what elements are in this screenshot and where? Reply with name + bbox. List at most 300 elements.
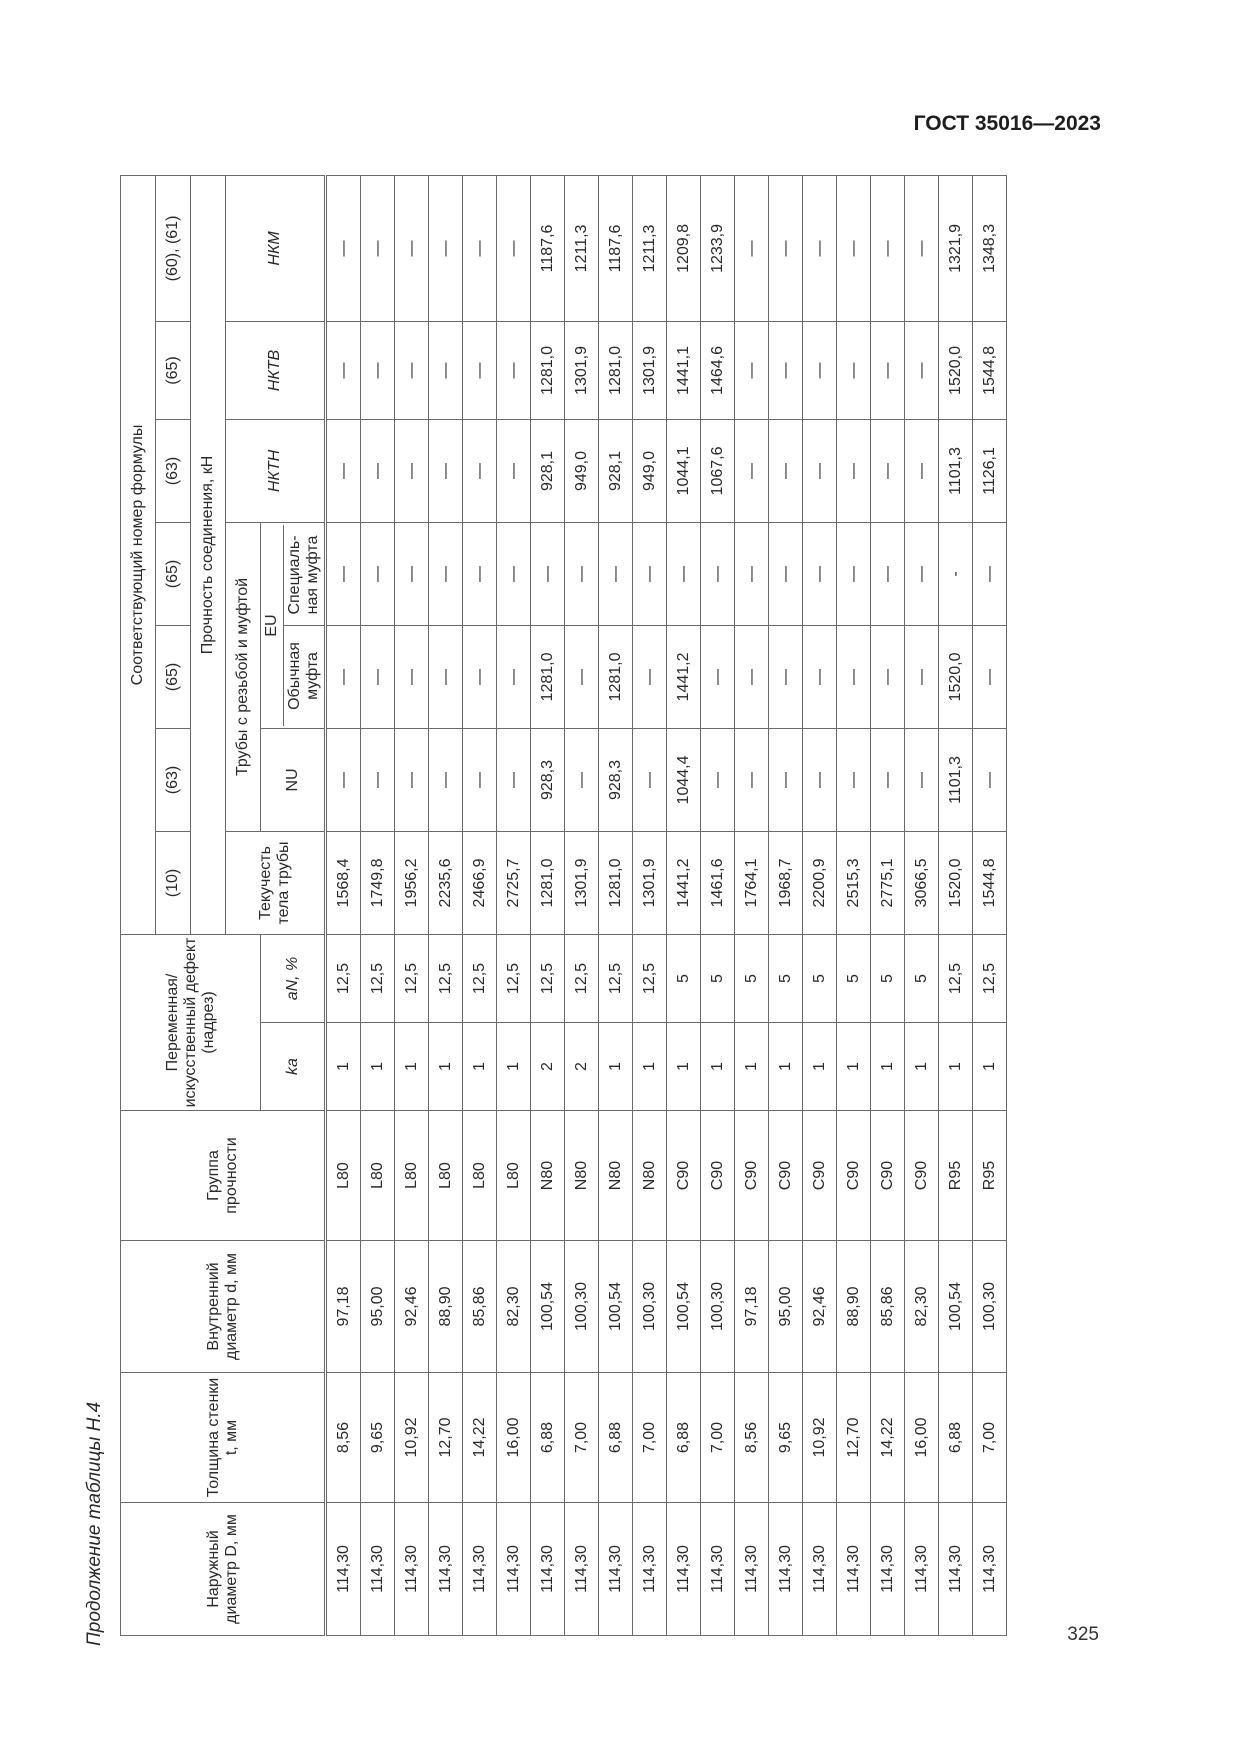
cell-nktn: 1067,6: [701, 419, 735, 522]
cell-ka: 1: [395, 1023, 429, 1111]
cell-ka: 1: [667, 1023, 701, 1111]
cell-ka: 1: [973, 1023, 1007, 1111]
table-row: [429, 175, 463, 1635]
header-eu: [261, 522, 326, 728]
table-row: [701, 175, 735, 1635]
cell-eu-reg: 1281,0: [599, 625, 633, 728]
cell-nu: —: [905, 728, 939, 831]
cell-nktv: —: [871, 321, 905, 419]
cell-nktv: —: [395, 321, 429, 419]
formula-60-61: (60), (61): [156, 175, 191, 321]
header-inner-diameter: Внутренний диаметр d, мм: [121, 1241, 326, 1373]
cell-g: L80: [497, 1111, 531, 1241]
cell-ka: 1: [803, 1023, 837, 1111]
cell-nktn: —: [735, 419, 769, 522]
cell-nu: 928,3: [531, 728, 565, 831]
cell-yield: 1968,7: [769, 831, 803, 934]
cell-eu-spec: —: [905, 522, 939, 625]
cell-g: C90: [735, 1111, 769, 1241]
cell-nkm: —: [837, 175, 871, 321]
cell-an: 12,5: [497, 934, 531, 1022]
table-row: [667, 175, 701, 1635]
cell-D: 114,30: [429, 1503, 463, 1636]
cell-an: 12,5: [599, 934, 633, 1022]
cell-t: 6,88: [531, 1373, 565, 1503]
cell-nktn: 1101,3: [939, 419, 973, 522]
cell-nktv: —: [735, 321, 769, 419]
header-joint-strength: Прочность соединения, кН: [191, 175, 226, 934]
cell-nkm: 1209,8: [667, 175, 701, 321]
formula-63-nktn: (63): [156, 419, 191, 522]
cell-nu: —: [769, 728, 803, 831]
header-threaded-coupled: Трубы с резьбой и муфтой: [226, 522, 261, 831]
cell-yield: 1301,9: [633, 831, 667, 934]
cell-an: 12,5: [973, 934, 1007, 1022]
cell-d: 88,90: [837, 1241, 871, 1373]
header-strength-group: Группа прочности: [121, 1111, 326, 1241]
cell-t: 16,00: [905, 1373, 939, 1503]
table-row: [871, 175, 905, 1635]
cell-eu-reg: —: [837, 625, 871, 728]
cell-eu-reg: —: [803, 625, 837, 728]
cell-an: 12,5: [463, 934, 497, 1022]
cell-eu-reg: —: [361, 625, 395, 728]
cell-t: 6,88: [599, 1373, 633, 1503]
cell-t: 6,88: [667, 1373, 701, 1503]
cell-t: 12,70: [429, 1373, 463, 1503]
cell-d: 92,46: [395, 1241, 429, 1373]
cell-eu-spec: —: [361, 522, 395, 625]
header-eu-regular: Обычная муфта: [284, 625, 324, 726]
cell-an: 12,5: [361, 934, 395, 1022]
cell-g: R95: [939, 1111, 973, 1241]
header-nkm: НКМ: [226, 175, 326, 321]
cell-g: N80: [599, 1111, 633, 1241]
cell-d: 100,54: [531, 1241, 565, 1373]
cell-eu-spec: —: [837, 522, 871, 625]
cell-ka: 1: [769, 1023, 803, 1111]
cell-D: 114,30: [463, 1503, 497, 1636]
cell-g: L80: [395, 1111, 429, 1241]
cell-nktn: —: [803, 419, 837, 522]
cell-t: 10,92: [395, 1373, 429, 1503]
cell-d: 100,30: [973, 1241, 1007, 1373]
cell-eu-reg: —: [463, 625, 497, 728]
cell-nu: —: [497, 728, 531, 831]
cell-nu: —: [395, 728, 429, 831]
cell-D: 114,30: [735, 1503, 769, 1636]
cell-D: 114,30: [667, 1503, 701, 1636]
cell-an: 12,5: [633, 934, 667, 1022]
cell-eu-spec: —: [735, 522, 769, 625]
cell-t: 8,56: [735, 1373, 769, 1503]
cell-an: 5: [905, 934, 939, 1022]
cell-nktn: 1044,1: [667, 419, 701, 522]
cell-ka: 1: [497, 1023, 531, 1111]
cell-an: 12,5: [326, 934, 361, 1022]
cell-yield: 1441,2: [667, 831, 701, 934]
cell-nktv: —: [429, 321, 463, 419]
cell-nu: —: [463, 728, 497, 831]
cell-eu-spec: —: [973, 522, 1007, 625]
cell-an: 12,5: [531, 934, 565, 1022]
cell-ka: 2: [531, 1023, 565, 1111]
cell-t: 9,65: [361, 1373, 395, 1503]
cell-yield: 1520,0: [939, 831, 973, 934]
cell-eu-reg: 1441,2: [667, 625, 701, 728]
cell-yield: 2466,9: [463, 831, 497, 934]
cell-yield: 3066,5: [905, 831, 939, 934]
cell-nu: —: [633, 728, 667, 831]
cell-nktn: —: [429, 419, 463, 522]
cell-nktv: —: [803, 321, 837, 419]
cell-yield: 1301,9: [565, 831, 599, 934]
cell-eu-spec: —: [531, 522, 565, 625]
cell-yield: 1461,6: [701, 831, 735, 934]
cell-D: 114,30: [871, 1503, 905, 1636]
cell-ka: 1: [701, 1023, 735, 1111]
cell-t: 9,65: [769, 1373, 803, 1503]
pipe-strength-table: [120, 175, 1007, 1636]
cell-eu-reg: —: [871, 625, 905, 728]
cell-nktv: —: [837, 321, 871, 419]
cell-eu-spec: —: [599, 522, 633, 625]
cell-D: 114,30: [326, 1503, 361, 1636]
cell-nktn: —: [463, 419, 497, 522]
cell-eu-spec: —: [395, 522, 429, 625]
cell-eu-spec: —: [429, 522, 463, 625]
cell-eu-reg: —: [395, 625, 429, 728]
cell-eu-reg: —: [429, 625, 463, 728]
cell-D: 114,30: [973, 1503, 1007, 1636]
cell-g: R95: [973, 1111, 1007, 1241]
cell-t: 6,88: [939, 1373, 973, 1503]
cell-nktn: —: [326, 419, 361, 522]
cell-nkm: 1233,9: [701, 175, 735, 321]
cell-eu-spec: —: [701, 522, 735, 625]
cell-nkm: —: [497, 175, 531, 321]
cell-ka: 1: [837, 1023, 871, 1111]
cell-nktn: —: [769, 419, 803, 522]
cell-t: 12,70: [837, 1373, 871, 1503]
cell-yield: 1544,8: [973, 831, 1007, 934]
cell-g: N80: [565, 1111, 599, 1241]
cell-nktv: 1520,0: [939, 321, 973, 419]
cell-nktn: —: [837, 419, 871, 522]
cell-an: 5: [701, 934, 735, 1022]
header-eu-label: EU: [261, 525, 284, 726]
table-row: [361, 175, 395, 1635]
cell-eu-reg: 1281,0: [531, 625, 565, 728]
cell-nktn: —: [905, 419, 939, 522]
table-row: [633, 175, 667, 1635]
cell-eu-spec: —: [871, 522, 905, 625]
table-row: [326, 175, 361, 1635]
cell-d: 92,46: [803, 1241, 837, 1373]
cell-D: 114,30: [905, 1503, 939, 1636]
cell-yield: 2200,9: [803, 831, 837, 934]
cell-g: C90: [667, 1111, 701, 1241]
cell-eu-spec: —: [769, 522, 803, 625]
cell-g: N80: [531, 1111, 565, 1241]
cell-eu-reg: —: [905, 625, 939, 728]
cell-d: 97,18: [326, 1241, 361, 1373]
cell-g: C90: [871, 1111, 905, 1241]
cell-g: L80: [326, 1111, 361, 1241]
table-row: [939, 175, 973, 1635]
cell-g: C90: [803, 1111, 837, 1241]
cell-eu-spec: —: [326, 522, 361, 625]
cell-ka: 1: [429, 1023, 463, 1111]
cell-t: 7,00: [701, 1373, 735, 1503]
cell-yield: 2515,3: [837, 831, 871, 934]
cell-D: 114,30: [837, 1503, 871, 1636]
cell-an: 5: [871, 934, 905, 1022]
cell-nkm: —: [769, 175, 803, 321]
cell-d: 100,30: [701, 1241, 735, 1373]
cell-nktv: —: [905, 321, 939, 419]
cell-an: 5: [667, 934, 701, 1022]
cell-g: L80: [361, 1111, 395, 1241]
cell-nkm: —: [429, 175, 463, 321]
cell-nktv: —: [769, 321, 803, 419]
cell-d: 95,00: [361, 1241, 395, 1373]
cell-D: 114,30: [701, 1503, 735, 1636]
cell-g: C90: [837, 1111, 871, 1241]
cell-g: C90: [905, 1111, 939, 1241]
cell-nktv: 1464,6: [701, 321, 735, 419]
cell-nkm: 1187,6: [531, 175, 565, 321]
cell-D: 114,30: [395, 1503, 429, 1636]
cell-eu-reg: 1520,0: [939, 625, 973, 728]
table-row: [837, 175, 871, 1635]
cell-D: 114,30: [633, 1503, 667, 1636]
cell-ka: 1: [871, 1023, 905, 1111]
cell-g: C90: [701, 1111, 735, 1241]
cell-nktv: 1301,9: [633, 321, 667, 419]
formula-63-nu: (63): [156, 728, 191, 831]
cell-eu-spec: —: [497, 522, 531, 625]
cell-D: 114,30: [599, 1503, 633, 1636]
cell-eu-reg: —: [769, 625, 803, 728]
table-row: [599, 175, 633, 1635]
cell-D: 114,30: [803, 1503, 837, 1636]
cell-ka: 1: [633, 1023, 667, 1111]
table-row: [497, 175, 531, 1635]
cell-nktv: —: [463, 321, 497, 419]
header-ka: [261, 1023, 326, 1111]
cell-d: 95,00: [769, 1241, 803, 1373]
cell-d: 100,30: [565, 1241, 599, 1373]
cell-an: 5: [769, 934, 803, 1022]
document-title: ГОСТ 35016—2023: [913, 112, 1101, 135]
cell-yield: 1281,0: [599, 831, 633, 934]
page-number: 325: [1067, 1624, 1099, 1645]
table-row: [973, 175, 1007, 1635]
cell-nu: 928,3: [599, 728, 633, 831]
cell-nkm: —: [395, 175, 429, 321]
cell-ka: 1: [735, 1023, 769, 1111]
cell-an: 5: [803, 934, 837, 1022]
cell-nkm: 1321,9: [939, 175, 973, 321]
cell-d: 100,54: [939, 1241, 973, 1373]
header-an-label: aN, %: [283, 956, 301, 1001]
cell-D: 114,30: [939, 1503, 973, 1636]
table-row: [395, 175, 429, 1635]
cell-yield: 1749,8: [361, 831, 395, 934]
cell-ka: 1: [599, 1023, 633, 1111]
cell-nu: 1044,4: [667, 728, 701, 831]
cell-D: 114,30: [769, 1503, 803, 1636]
cell-nktn: 949,0: [633, 419, 667, 522]
header-formula-number: Соответствующий номер формулы: [121, 175, 156, 934]
cell-t: 7,00: [633, 1373, 667, 1503]
cell-an: 12,5: [565, 934, 599, 1022]
cell-eu-spec: -: [939, 522, 973, 625]
header-outer-diameter: Наружный диаметр D, мм: [121, 1503, 326, 1636]
cell-t: 10,92: [803, 1373, 837, 1503]
cell-yield: 2725,7: [497, 831, 531, 934]
cell-yield: 2775,1: [871, 831, 905, 934]
cell-nktn: —: [361, 419, 395, 522]
cell-d: 88,90: [429, 1241, 463, 1373]
cell-D: 114,30: [565, 1503, 599, 1636]
cell-nktv: 1441,1: [667, 321, 701, 419]
header-yield: Текучесть тела трубы: [226, 831, 326, 934]
cell-t: 14,22: [463, 1373, 497, 1503]
cell-nkm: —: [871, 175, 905, 321]
header-wall-thickness: Толщина стенки t, мм: [121, 1373, 326, 1503]
cell-yield: 1764,1: [735, 831, 769, 934]
cell-nu: —: [361, 728, 395, 831]
table-body: [326, 175, 1007, 1635]
cell-eu-reg: —: [633, 625, 667, 728]
cell-eu-spec: —: [803, 522, 837, 625]
cell-d: 85,86: [871, 1241, 905, 1373]
cell-nktn: 949,0: [565, 419, 599, 522]
cell-nkm: 1211,3: [633, 175, 667, 321]
cell-nkm: 1211,3: [565, 175, 599, 321]
cell-ka: 1: [326, 1023, 361, 1111]
table-row: [769, 175, 803, 1635]
cell-nu: —: [803, 728, 837, 831]
cell-nu: —: [837, 728, 871, 831]
cell-nktn: —: [497, 419, 531, 522]
cell-ka: 1: [905, 1023, 939, 1111]
cell-nkm: —: [905, 175, 939, 321]
formula-10: (10): [156, 831, 191, 934]
cell-nktv: 1281,0: [599, 321, 633, 419]
cell-ka: 1: [361, 1023, 395, 1111]
cell-nu: —: [701, 728, 735, 831]
cell-yield: 1956,2: [395, 831, 429, 934]
cell-ka: 1: [939, 1023, 973, 1111]
cell-nkm: —: [735, 175, 769, 321]
cell-t: 8,56: [326, 1373, 361, 1503]
header-eu-special: Специаль-ная муфта: [286, 535, 321, 615]
formula-65-regular: (65): [156, 625, 191, 728]
cell-ka: 1: [463, 1023, 497, 1111]
cell-d: 82,30: [497, 1241, 531, 1373]
cell-nktv: —: [497, 321, 531, 419]
formula-65-special: (65): [156, 522, 191, 625]
table-row: [531, 175, 565, 1635]
cell-nu: —: [565, 728, 599, 831]
cell-eu-reg: —: [735, 625, 769, 728]
cell-nktv: —: [361, 321, 395, 419]
cell-t: 16,00: [497, 1373, 531, 1503]
cell-eu-reg: —: [973, 625, 1007, 728]
rotated-table-container: [120, 176, 1120, 1636]
cell-D: 114,30: [531, 1503, 565, 1636]
cell-yield: 1281,0: [531, 831, 565, 934]
cell-an: 12,5: [395, 934, 429, 1022]
cell-g: N80: [633, 1111, 667, 1241]
cell-nktv: 1301,9: [565, 321, 599, 419]
cell-d: 85,86: [463, 1241, 497, 1373]
cell-eu-reg: —: [565, 625, 599, 728]
cell-nktv: 1281,0: [531, 321, 565, 419]
cell-nkm: —: [803, 175, 837, 321]
table-row: [803, 175, 837, 1635]
cell-d: 97,18: [735, 1241, 769, 1373]
cell-nktn: 928,1: [531, 419, 565, 522]
cell-D: 114,30: [497, 1503, 531, 1636]
cell-an: 5: [735, 934, 769, 1022]
table-row: [463, 175, 497, 1635]
cell-g: C90: [769, 1111, 803, 1241]
table-row: [905, 175, 939, 1635]
header-defect: Переменная/ искусственный дефект (надрез): [121, 934, 261, 1110]
cell-nkm: —: [326, 175, 361, 321]
cell-g: L80: [463, 1111, 497, 1241]
header-ka-label: ka: [283, 1058, 301, 1075]
cell-t: 14,22: [871, 1373, 905, 1503]
header-nktn: НКТН: [226, 419, 326, 522]
formula-65-nktv: (65): [156, 321, 191, 419]
table-row: [565, 175, 599, 1635]
cell-nktn: —: [395, 419, 429, 522]
cell-nktn: 1126,1: [973, 419, 1007, 522]
cell-nktn: 928,1: [599, 419, 633, 522]
cell-t: 7,00: [565, 1373, 599, 1503]
cell-yield: 1568,4: [326, 831, 361, 934]
cell-eu-spec: —: [463, 522, 497, 625]
cell-eu-reg: —: [701, 625, 735, 728]
cell-d: 100,54: [667, 1241, 701, 1373]
cell-d: 82,30: [905, 1241, 939, 1373]
cell-nkm: —: [361, 175, 395, 321]
header-an: [261, 934, 326, 1022]
cell-an: 5: [837, 934, 871, 1022]
cell-g: L80: [429, 1111, 463, 1241]
cell-eu-reg: —: [326, 625, 361, 728]
cell-an: 12,5: [429, 934, 463, 1022]
cell-t: 7,00: [973, 1373, 1007, 1503]
table-row: [735, 175, 769, 1635]
cell-nu: —: [871, 728, 905, 831]
cell-D: 114,30: [361, 1503, 395, 1636]
cell-nktn: —: [871, 419, 905, 522]
cell-ka: 2: [565, 1023, 599, 1111]
cell-nu: —: [326, 728, 361, 831]
cell-nu: 1101,3: [939, 728, 973, 831]
cell-nktv: —: [326, 321, 361, 419]
cell-nkm: 1348,3: [973, 175, 1007, 321]
cell-nkm: —: [463, 175, 497, 321]
cell-nu: —: [429, 728, 463, 831]
cell-an: 12,5: [939, 934, 973, 1022]
